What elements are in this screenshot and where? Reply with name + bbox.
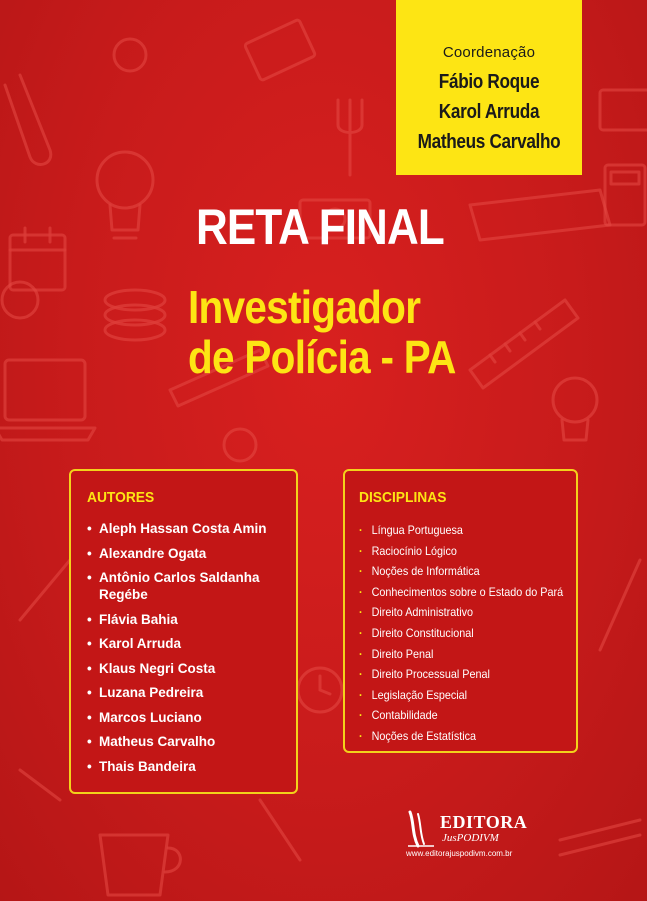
subject-item: · Conhecimentos sobre o Estado do Pará xyxy=(359,582,545,603)
coordinator-name: Karol Arruda xyxy=(438,101,540,123)
author-item: • Karol Arruda xyxy=(87,635,282,652)
publisher-logo xyxy=(404,808,544,862)
author-item: • Thais Bandeira xyxy=(87,758,282,775)
publisher-logo-icon xyxy=(404,808,438,850)
book-title: RETA FINAL xyxy=(196,199,444,255)
author-item: • Antônio Carlos Saldanha Regébe xyxy=(87,569,282,603)
subject-list xyxy=(359,520,566,747)
authors-heading: AUTORES xyxy=(87,489,155,506)
author-item: • Aleph Hassan Costa Amin xyxy=(87,520,282,537)
subject-item: · Contabilidade xyxy=(359,705,545,726)
author-item: • Matheus Carvalho xyxy=(87,733,282,750)
author-item: • Alexandre Ogata xyxy=(87,545,282,562)
subtitle-line: de Polícia - PA xyxy=(188,331,456,383)
subject-item: · Noções de Estatística xyxy=(359,726,545,747)
subjects-heading: DISCIPLINAS xyxy=(359,489,447,506)
publisher-url: www.editorajuspodivm.com.br xyxy=(406,849,513,858)
fork-icon xyxy=(338,100,362,175)
author-item: • Luzana Pedreira xyxy=(87,684,282,701)
laptop-icon xyxy=(0,360,95,440)
coordinator-name: Fábio Roque xyxy=(438,71,540,93)
coordination-box xyxy=(396,0,582,175)
coffee-cup-icon xyxy=(100,835,180,895)
book-subtitle xyxy=(188,282,456,382)
ruler-icon xyxy=(470,300,578,388)
subject-item: · Noções de Informática xyxy=(359,561,545,582)
author-list xyxy=(87,520,282,775)
calculator-icon xyxy=(605,165,645,225)
authors-panel xyxy=(69,469,298,794)
author-item: • Klaus Negri Costa xyxy=(87,660,282,677)
coordinator-name: Matheus Carvalho xyxy=(417,131,561,153)
subject-item: · Língua Portuguesa xyxy=(359,520,545,541)
subject-item: · Direito Processual Penal xyxy=(359,664,545,685)
test-tube-icon xyxy=(5,75,51,164)
clock-icon xyxy=(298,668,342,712)
coordination-label: Coordenação xyxy=(442,44,536,61)
subjects-panel xyxy=(343,469,578,753)
publisher-name: EDITORA xyxy=(440,812,528,832)
author-item: • Marcos Luciano xyxy=(87,709,282,726)
subject-item: · Direito Penal xyxy=(359,644,545,665)
author-item: • Flávia Bahia xyxy=(87,611,282,628)
publisher-subname: JusPODIVM xyxy=(442,832,499,844)
subject-item: · Direito Administrativo xyxy=(359,602,545,623)
subject-item: · Legislação Especial xyxy=(359,685,545,706)
lightbulb-icon xyxy=(553,378,597,440)
lightbulb-icon xyxy=(97,152,153,238)
subject-item: · Raciocínio Lógico xyxy=(359,541,545,562)
subject-item: · Direito Constitucional xyxy=(359,623,545,644)
subtitle-line: Investigador xyxy=(188,281,421,333)
